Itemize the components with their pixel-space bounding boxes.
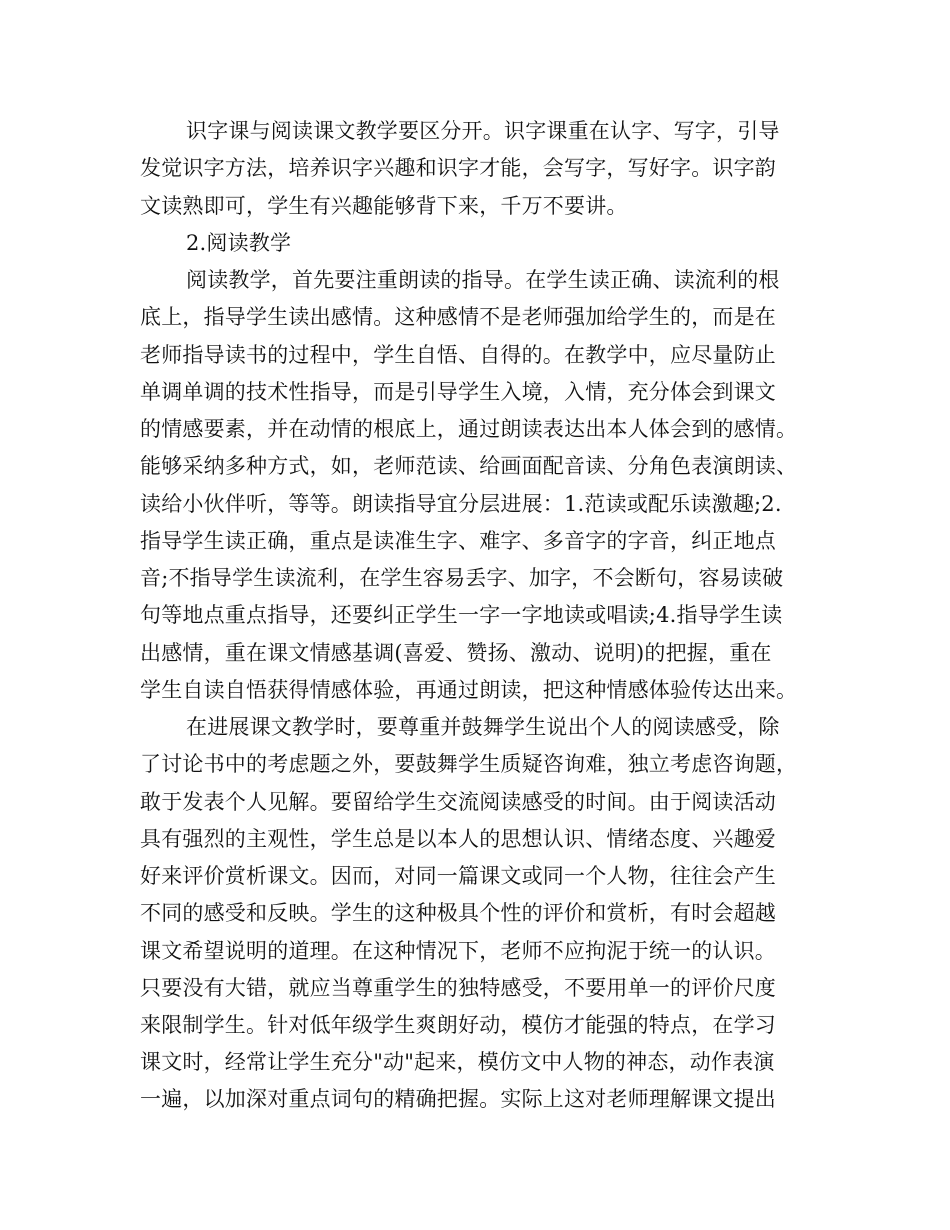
text-line: 能够采纳多种方式，如，老师范读、给画面配音读、分角色表演朗读、: [140, 454, 798, 478]
text-line: 来限制学生。针对低年级学生爽朗好动，模仿才能强的特点，在学习: [140, 1013, 776, 1037]
text-line: 一遍，以加深对重点词句的精确把握。实际上这对老师理解课文提出: [140, 1087, 776, 1111]
text-line: 只要没有大错，就应当尊重学生的独特感受，不要用单一的评价尺度: [140, 976, 776, 1000]
text-line: 课文希望说明的道理。在这种情况下，老师不应拘泥于统一的认识。: [140, 939, 776, 963]
text-line: 的情感要素，并在动情的根底上，通过朗读表达出本人体会到的感情。: [140, 417, 798, 441]
text-line: 发觉识字方法，培养识字兴趣和识字才能，会写字，写好字。识字韵: [140, 156, 776, 180]
text-line: 识字课与阅读课文教学要区分开。识字课重在认字、写字，引导: [186, 119, 780, 143]
text-line: 不同的感受和反映。学生的这种极具个性的评价和赏析，有时会超越: [140, 901, 776, 925]
text-line: 了讨论书中的考虑题之外，要鼓舞学生质疑咨询难，独立考虑咨询题，: [140, 752, 798, 776]
text-line: 音;不指导学生读流利，在学生容易丢字、加字，不会断句，容易读破: [140, 566, 784, 590]
text-line: 具有强烈的主观性，学生总是以本人的思想认识、情绪态度、兴趣爱: [140, 827, 776, 851]
text-line: 指导学生读正确，重点是读准生字、难字、多音字的字音，纠正地点: [140, 529, 776, 553]
text-line: 在进展课文教学时，要尊重并鼓舞学生说出个人的阅读感受，除: [186, 715, 780, 739]
text-line: 敢于发表个人见解。要留给学生交流阅读感受的时间。由于阅读活动: [140, 790, 776, 814]
text-line: 好来评价赏析课文。因而，对同一篇课文或同一个人物，往往会产生: [140, 864, 776, 888]
text-line: 底上，指导学生读出感情。这种感情不是老师强加给学生的，而是在: [140, 305, 776, 329]
text-line: 句等地点重点指导，还要纠正学生一字一字地读或唱读;4.指导学生读: [140, 603, 783, 627]
section-heading: 2.阅读教学: [186, 231, 292, 255]
text-line: 出感情，重在课文情感基调(喜爱、赞扬、激动、说明)的把握，重在: [140, 641, 772, 665]
text-line: 读给小伙伴听，等等。朗读指导宜分层进展：1.范读或配乐读激趣;2.: [140, 492, 782, 516]
text-line: 课文时，经常让学生充分"动"起来，模仿文中人物的神态，动作表演: [140, 1050, 775, 1074]
text-line: 单调单调的技术性指导，而是引导学生入境，入情，充分体会到课文: [140, 380, 776, 404]
text-line: 老师指导读书的过程中，学生自悟、自得的。在教学中，应尽量防止: [140, 343, 776, 367]
text-line: 阅读教学，首先要注重朗读的指导。在学生读正确、读流利的根: [186, 268, 780, 292]
text-line: 文读熟即可，学生有兴趣能够背下来，千万不要讲。: [140, 194, 628, 218]
text-line: 学生自读自悟获得情感体验，再通过朗读，把这种情感体验传达出来。: [140, 678, 798, 702]
